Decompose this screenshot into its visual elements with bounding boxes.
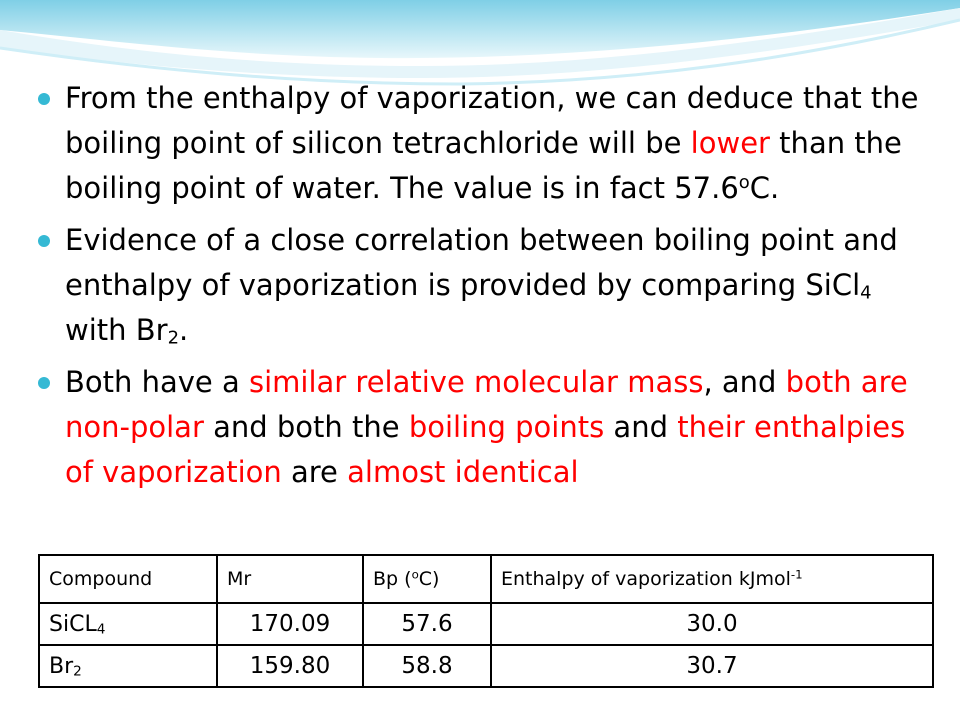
cell-enthalpy: 30.0: [491, 603, 933, 645]
header-mr: Mr: [217, 555, 363, 603]
cell-enthalpy: 30.7: [491, 645, 933, 687]
text-run: Both have a: [65, 365, 249, 399]
bullet-dot-icon: [38, 377, 50, 389]
cell-bp: 58.8: [363, 645, 491, 687]
highlighted-text: lower: [690, 126, 770, 160]
text-run: 4: [860, 282, 872, 304]
bullet-item: [38, 218, 938, 353]
bullet-text: [65, 81, 919, 205]
header-bp: Bp ($^o$C): [363, 555, 491, 603]
text-run: 2: [167, 327, 179, 349]
bullet-dot-icon: [38, 235, 50, 247]
bullet-text: [65, 365, 908, 489]
text-run: are: [281, 455, 348, 489]
bullet-item: [38, 76, 938, 211]
bullet-dot-icon: [38, 93, 50, 105]
highlighted-text: boiling points: [408, 410, 605, 444]
bullet-item: [38, 360, 938, 495]
text-run: than the boiling point of water. The value is in fact 57.6: [65, 126, 902, 205]
text-run: From the enthalpy of vaporization, we can deduce that the boiling point of silicon tetrachloride will be: [65, 81, 919, 160]
cell-compound: SiCL$_4$: [39, 603, 217, 645]
text-run: C.: [749, 171, 780, 205]
cell-compound: $Br_2$: [39, 645, 217, 687]
header-compound: Compound: [39, 555, 217, 603]
bullet-text: [65, 223, 898, 347]
text-run: and: [604, 410, 678, 444]
table-header-row: [39, 555, 933, 603]
text-run: , and: [703, 365, 786, 399]
table-row: [39, 603, 933, 645]
cell-mr: 159.80: [217, 645, 363, 687]
bullet-list: [38, 76, 938, 502]
highlighted-text: both are non-polar: [65, 365, 908, 444]
text-run: o: [738, 172, 750, 194]
highlighted-text: their enthalpies of vaporization: [65, 410, 906, 489]
header-enthalpy: Enthalpy of vaporization kJmol$^{-1}$: [491, 555, 933, 603]
highlighted-text: similar relative molecular mass: [248, 365, 704, 399]
comparison-table: [38, 554, 934, 688]
text-run: Evidence of a close correlation between boiling point and enthalpy of vaporization is provided by comparing SiCl: [65, 223, 898, 302]
text-run: and both the: [203, 410, 409, 444]
table-row: [39, 645, 933, 687]
cell-bp: 57.6: [363, 603, 491, 645]
cell-mr: 170.09: [217, 603, 363, 645]
text-run: .: [179, 313, 189, 347]
highlighted-text: almost identical: [347, 455, 579, 489]
text-run: with Br: [65, 313, 168, 347]
